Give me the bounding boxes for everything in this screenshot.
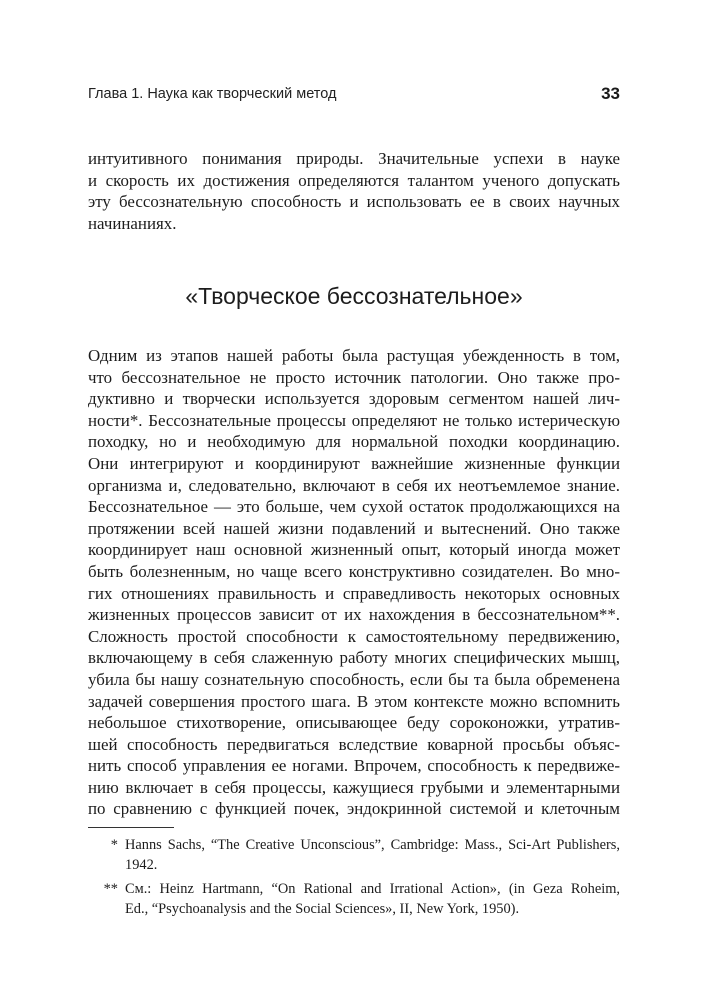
body-paragraph — [88, 345, 620, 820]
text-line: убила бы нашу сознательную способность, если бы та была обременена — [88, 669, 620, 689]
text-line: начинаниях. — [88, 213, 177, 233]
text-line: интуитивного понимания природы. Значительные успехи в науке — [88, 149, 620, 168]
text-line: ности*. Бессознательные процессы определяют не только истерическую — [88, 410, 620, 430]
text-line: небольшое стихотворение, описывающее беду сороконожки, утратив- — [88, 713, 620, 733]
footnote-line: Hanns Sachs, “The Creative Unconscious”, Cambridge: Mass., Sci-Art Publishers, — [125, 837, 620, 853]
text-line: что бессознательное не просто источник патологии. Оно также про- — [88, 367, 620, 387]
text-line: быть болезненным, но чаще всего конструктивно созидателен. Во мно- — [88, 561, 620, 581]
text-line: протяжении всей нашей жизни подавлений и вытеснений. Оно также — [88, 518, 620, 538]
footnote-line: См.: Heinz Hartmann, “On Rational and Irrational Action», (in Geza Roheim, — [125, 881, 620, 897]
text-line: жизненных процессов зависит от их нахождения в бессознательном**. — [88, 605, 620, 625]
text-line: и скорость их достижения определяются талантом ученого допускать — [88, 170, 620, 190]
text-line: по сравнению с функцией почек, эндокринной системой и клеточным — [88, 799, 620, 819]
text-line: Они интегрируют и координируют важнейшие жизненные функции — [88, 453, 620, 473]
text-line: включающему в себя слаженную работу многих специфических мышц, — [88, 648, 620, 668]
running-head — [88, 84, 620, 108]
text-line: Сложность простой способности к самостоятельному передвижению, — [88, 626, 620, 646]
footnote-text — [125, 836, 620, 875]
text-line: дуктивно и творчески используется здоровым сегментом нашей лич- — [88, 389, 620, 409]
page-number: 33 — [601, 84, 620, 103]
footnote-marker: ** — [103, 881, 118, 897]
footnote-line: 1942. — [125, 856, 158, 873]
footnote-divider — [88, 827, 174, 828]
running-title: Глава 1. Наука как творческий метод — [88, 86, 337, 102]
text-line: задачей совершения простого шага. В этом контексте можно вспомнить — [88, 691, 620, 711]
text-line: Одним из этапов нашей работы была растущая убежденность в том, — [88, 346, 620, 365]
text-line: нию включает в себя процессы, кажущиеся грубыми и элементарными — [88, 777, 620, 797]
text-line: шей способность передвигаться вследствие коварной просьбы объяс- — [88, 734, 620, 754]
footnote-marker: * — [110, 837, 118, 853]
footnote-text — [125, 880, 620, 919]
text-line: нить способ управления ее ногами. Впрочем, способность к передвиже- — [88, 756, 620, 776]
text-line: эту бессознательную способность и использовать ее в своих научных — [88, 192, 620, 212]
intro-paragraph — [88, 148, 620, 234]
text-line: организма и, следовательно, включают в себя их неотъемлемое знание. — [88, 475, 620, 495]
text-line: координирует наш основной жизненный опыт, который иногда может — [88, 540, 620, 560]
footnote-line: Ed., “Psychoanalysis and the Social Sciences», II, New York, 1950). — [125, 900, 520, 917]
section-heading: «Творческое бессознательное» — [185, 283, 523, 309]
text-line: походку, но и необходимую для нормальной походки координацию. — [88, 432, 620, 452]
text-line: гих отношениях правильность и справедливость некоторых основных — [88, 583, 620, 603]
text-line: Бессознательное — это больше, чем сухой остаток продолжающихся на — [88, 497, 620, 517]
